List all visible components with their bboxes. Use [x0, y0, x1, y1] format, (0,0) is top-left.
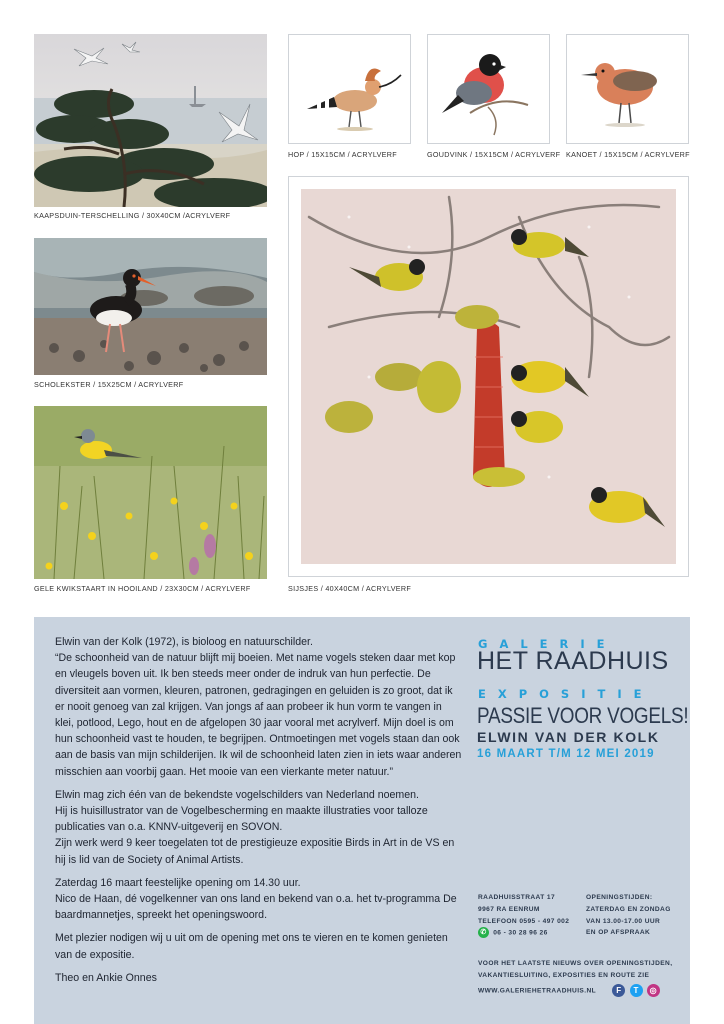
exhibition-dates: 16 MAART T/M 12 MEI 2019	[477, 748, 655, 760]
facebook-icon[interactable]: F	[612, 984, 625, 997]
whatsapp-icon: ✆	[478, 927, 489, 938]
twitter-icon[interactable]: T	[630, 984, 643, 997]
news-block	[478, 958, 672, 997]
website-link[interactable]: WWW.GALERIEHETRAADHUIS.NL	[478, 986, 596, 994]
bio-para2-line3: Zijn werk werd 9 keer toegelaten tot de prestigieuze expositie Birds in Art in de VS en hij is lid van de Society of Animal Artists.	[55, 837, 455, 866]
instagram-icon[interactable]: ◎	[647, 984, 660, 997]
invitation-text: Met plezier nodigen wij u uit om de opening met ons te vieren en te komen genieten van de expositie.	[55, 932, 448, 961]
caption-scholekster: SCHOLEKSTER / 15X25CM / ACRYLVERF	[34, 380, 184, 389]
painting-kanoet	[566, 34, 689, 144]
info-panel	[34, 617, 690, 1024]
exhibition-title: PASSIE VOOR VOGELS!	[477, 703, 689, 728]
opening-hours-block	[586, 892, 671, 939]
bio-intro: Elwin van der Kolk (1972), is bioloog en natuurschilder.	[55, 636, 313, 648]
address-block	[478, 892, 569, 939]
news-line-2: VAKANTIESLUITING, EXPOSITIES EN ROUTE ZIE	[478, 971, 650, 979]
painting-hop	[288, 34, 411, 144]
caption-kaapsduin: KAAPSDUIN-TERSCHELLING / 30X40CM /ACRYLVERF	[34, 211, 231, 220]
galerie-label: GALERIE	[478, 637, 617, 651]
caption-gele-kwikstaart: GELE KWIKSTAART IN HOOILAND / 23X30CM / ACRYLVERF	[34, 584, 251, 593]
painting-kaapsduin	[34, 34, 267, 207]
opening-hours-time: VAN 13.00-17.00 UUR	[586, 917, 661, 925]
opening-hours-title: OPENINGSTIJDEN:	[586, 894, 653, 901]
address-street: RAADHUISSTRAAT 17	[478, 894, 556, 901]
whatsapp-number: 06 - 30 28 96 26	[493, 929, 548, 937]
expositie-label: EXPOSITIE	[478, 687, 654, 701]
bio-quote: “De schoonheid van de natuur blijft mij boeien. Met name vogels steken daar met kop en vleugels boven uit. Ik ben steeds meer onder de indruk van hun perfectie. De diversiteit aan vormen, kleuren, patronen, gedragingen en geluiden is zo groot, dat ik er nooit genoeg van zal krijgen. Van jongs af aan probeer ik hun vorm te vangen in klei, potlood, Lego, hout en de afgelopen 30 jaar vooral met acrylverf. Mijn doel is om hun schoonheid vast te houden, te begrijpen. Ontmoetingen met vogels staan dan ook aan de basis van mijn schilderijen. Ik wil de schoonheid laten zien in iets waar anderen misschien aan voorbij gaan. Het mooie van een vierkante meter natuur.”	[55, 652, 462, 778]
bio-para2-line1: Elwin mag zich één van de bekendste vogelschilders van Nederland noemen.	[55, 788, 419, 801]
artist-bio	[55, 634, 463, 993]
whatsapp-row	[478, 927, 569, 939]
painting-scholekster	[34, 238, 267, 375]
painting-gele-kwikstaart	[34, 406, 267, 579]
signature: Theo en Ankie Onnes	[55, 971, 157, 984]
gallery-name: HET RAADHUIS	[477, 647, 669, 675]
opening-hours-extra: EN OP AFSPRAAK	[586, 929, 651, 937]
painting-sijsjes	[288, 176, 689, 577]
caption-hop: HOP / 15X15CM / ACRYLVERF	[288, 150, 397, 159]
address-city: 9967 RA EENRUM	[478, 905, 540, 913]
caption-sijsjes: SIJSJES / 40X40CM / ACRYLVERF	[288, 584, 412, 593]
news-line-1: VOOR HET LAATSTE NIEUWS OVER OPENINGSTIJDEN,	[478, 960, 673, 967]
exhibition-artist: ELWIN VAN DER KOLK	[477, 729, 660, 745]
painting-goudvink	[427, 34, 550, 144]
opening-speaker: Nico de Haan, dé vogelkenner van ons land en bekend van o.a. het tv-programma De baardmannetjes, spreekt het openingswoord.	[55, 893, 457, 922]
caption-goudvink: GOUDVINK / 15X15CM / ACRYLVERF	[427, 150, 561, 159]
opening-hours-days: ZATERDAG EN ZONDAG	[586, 905, 671, 913]
caption-kanoet: KANOET / 15X15CM / ACRYLVERF	[566, 150, 690, 159]
opening-announcement: Zaterdag 16 maart feestelijke opening om 14.30 uur.	[55, 876, 301, 889]
bio-para2-line2: Hij is huisillustrator van de Vogelbescherming en maakte illustraties voor talloze publicaties van o.a. KNNV-uitgeverij en SOVON.	[55, 805, 428, 834]
phone-number: TELEFOON 0595 - 497 002	[478, 917, 570, 925]
